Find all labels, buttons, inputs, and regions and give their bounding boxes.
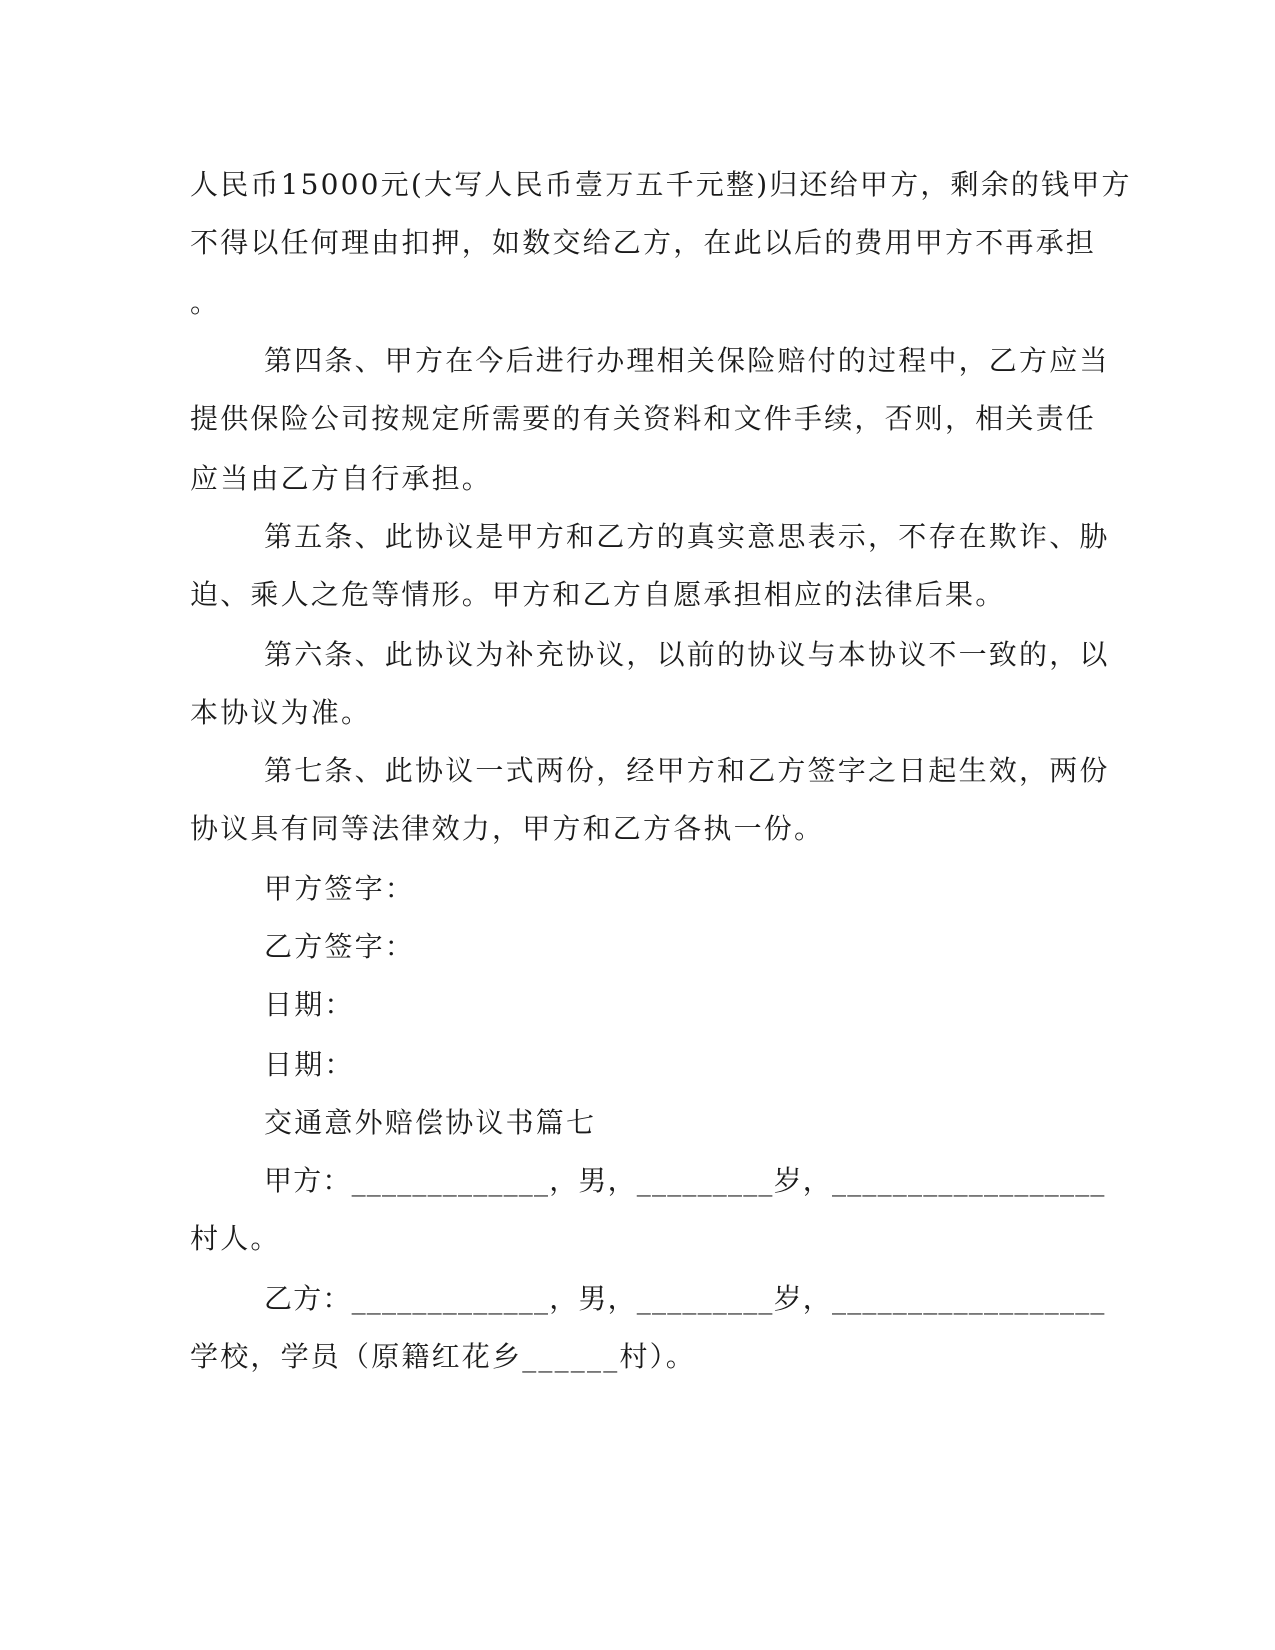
section-heading: 交通意外赔偿协议书篇七	[264, 1106, 597, 1139]
article-6-line-1: 第六条、此协议为补充协议，以前的协议与本协议不一致的，以	[264, 638, 1110, 671]
party-a-signature-label: 甲方签字：	[264, 872, 416, 905]
article-7-line-2: 协议具有同等法律效力，甲方和乙方各执一份。	[190, 812, 825, 845]
party-a-line-2: 村人。	[190, 1222, 281, 1255]
para-line-3: 。	[190, 286, 221, 319]
article-5-line-2: 迫、乘人之危等情形。甲方和乙方自愿承担相应的法律后果。	[190, 578, 1006, 611]
article-5-line-1: 第五条、此协议是甲方和乙方的真实意思表示，不存在欺诈、胁	[264, 520, 1110, 553]
para-line-1: 人民币15000元(大写人民币壹万五千元整)归还给甲方，剩余的钱甲方	[190, 168, 1132, 201]
party-b-line-1: 乙方：_____________，男，_________岁，__________________	[264, 1282, 1106, 1315]
party-b-signature-label: 乙方签字：	[264, 930, 416, 963]
party-a-line-1: 甲方：_____________，男，_________岁，__________________	[264, 1164, 1106, 1197]
article-6-line-2: 本协议为准。	[190, 696, 372, 729]
date-label-1: 日期：	[264, 988, 355, 1021]
article-7-line-1: 第七条、此协议一式两份，经甲方和乙方签字之日起生效，两份	[264, 754, 1110, 787]
date-label-2: 日期：	[264, 1048, 355, 1081]
article-4-line-1: 第四条、甲方在今后进行办理相关保险赔付的过程中，乙方应当	[264, 344, 1110, 377]
party-b-line-2: 学校，学员（原籍红花乡______村）。	[190, 1340, 697, 1373]
article-4-line-3: 应当由乙方自行承担。	[190, 462, 493, 495]
para-line-2: 不得以任何理由扣押，如数交给乙方，在此以后的费用甲方不再承担	[190, 226, 1097, 259]
article-4-line-2: 提供保险公司按规定所需要的有关资料和文件手续，否则，相关责任	[190, 402, 1097, 435]
